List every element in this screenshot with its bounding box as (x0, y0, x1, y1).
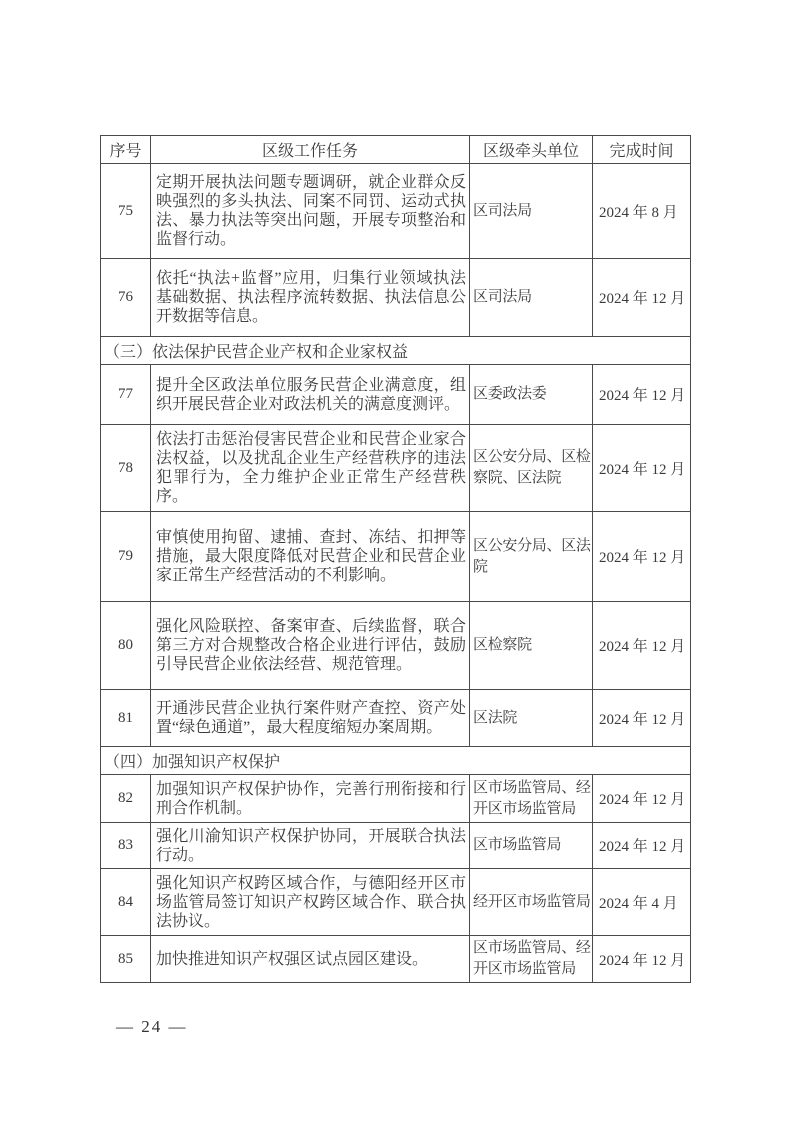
task-cell: 加强知识产权保护协作，完善行刑衔接和行刑合作机制。 (151, 775, 470, 823)
time-cell: 2024 年 12 月 (593, 690, 691, 747)
section-title: （三）依法保护民营企业产权和企业家权益 (101, 337, 691, 365)
row-number: 80 (101, 602, 151, 690)
table-row (101, 164, 691, 259)
work-task-table (100, 135, 691, 983)
task-cell: 依托“执法+监督”应用，归集行业领域执法基础数据、执法程序流转数据、执法信息公开数据等信息。 (151, 259, 470, 337)
time-cell: 2024 年 12 月 (593, 823, 691, 869)
task-cell: 强化川渝知识产权保护协同，开展联合执法行动。 (151, 823, 470, 869)
unit-cell: 经开区市场监管局 (470, 869, 593, 936)
unit-cell: 区法院 (470, 690, 593, 747)
time-cell: 2024 年 12 月 (593, 936, 691, 983)
time-cell: 2024 年 12 月 (593, 365, 691, 425)
row-number: 83 (101, 823, 151, 869)
unit-cell: 区司法局 (470, 259, 593, 337)
task-cell: 审慎使用拘留、逮捕、查封、冻结、扣押等措施，最大限度降低对民营企业和民营企业家正常生产经营活动的不利影响。 (151, 512, 470, 602)
unit-cell: 区公安分局、区法院 (470, 512, 593, 602)
table-row (101, 512, 691, 602)
row-number: 84 (101, 869, 151, 936)
row-number: 79 (101, 512, 151, 602)
unit-cell: 区公安分局、区检察院、区法院 (470, 425, 593, 512)
row-number: 77 (101, 365, 151, 425)
header-time: 完成时间 (593, 136, 691, 164)
time-cell: 2024 年 12 月 (593, 602, 691, 690)
time-cell: 2024 年 12 月 (593, 259, 691, 337)
header-unit: 区级牵头单位 (470, 136, 593, 164)
unit-cell: 区市场监管局、经开区市场监管局 (470, 775, 593, 823)
unit-cell: 区司法局 (470, 164, 593, 259)
table-row (101, 775, 691, 823)
table-row (101, 425, 691, 512)
task-cell: 强化风险联控、备案审查、后续监督，联合第三方对合规整改合格企业进行评估，鼓励引导民营企业依法经营、规范管理。 (151, 602, 470, 690)
page-number: — 24 — (116, 1017, 188, 1036)
task-cell: 定期开展执法问题专题调研，就企业群众反映强烈的多头执法、同案不同罚、运动式执法、暴力执法等突出问题，开展专项整治和监督行动。 (151, 164, 470, 259)
header-no: 序号 (101, 136, 151, 164)
row-number: 81 (101, 690, 151, 747)
row-number: 85 (101, 936, 151, 983)
section-header-row (101, 747, 691, 775)
task-cell: 依法打击惩治侵害民营企业和民营企业家合法权益，以及扰乱企业生产经营秩序的违法犯罪行为，全力维护企业正常生产经营秩序。 (151, 425, 470, 512)
table-row (101, 823, 691, 869)
task-cell: 加快推进知识产权强区试点园区建设。 (151, 936, 470, 983)
table-row (101, 259, 691, 337)
unit-cell: 区市场监管局 (470, 823, 593, 869)
section-title: （四）加强知识产权保护 (101, 747, 691, 775)
task-cell: 提升全区政法单位服务民营企业满意度，组织开展民营企业对政法机关的满意度测评。 (151, 365, 470, 425)
table-row (101, 936, 691, 983)
table-row (101, 690, 691, 747)
time-cell: 2024 年 4 月 (593, 869, 691, 936)
unit-cell: 区市场监管局、经开区市场监管局 (470, 936, 593, 983)
time-cell: 2024 年 8 月 (593, 164, 691, 259)
time-cell: 2024 年 12 月 (593, 512, 691, 602)
table-row (101, 869, 691, 936)
time-cell: 2024 年 12 月 (593, 775, 691, 823)
section-header-row (101, 337, 691, 365)
row-number: 75 (101, 164, 151, 259)
time-cell: 2024 年 12 月 (593, 425, 691, 512)
row-number: 76 (101, 259, 151, 337)
task-cell: 开通涉民营企业执行案件财产查控、资产处置“绿色通道”，最大程度缩短办案周期。 (151, 690, 470, 747)
table-header-row (101, 136, 691, 164)
header-task: 区级工作任务 (151, 136, 470, 164)
table-row (101, 365, 691, 425)
row-number: 82 (101, 775, 151, 823)
unit-cell: 区委政法委 (470, 365, 593, 425)
task-cell: 强化知识产权跨区域合作，与德阳经开区市场监管局签订知识产权跨区域合作、联合执法协议。 (151, 869, 470, 936)
unit-cell: 区检察院 (470, 602, 593, 690)
table-row (101, 602, 691, 690)
row-number: 78 (101, 425, 151, 512)
